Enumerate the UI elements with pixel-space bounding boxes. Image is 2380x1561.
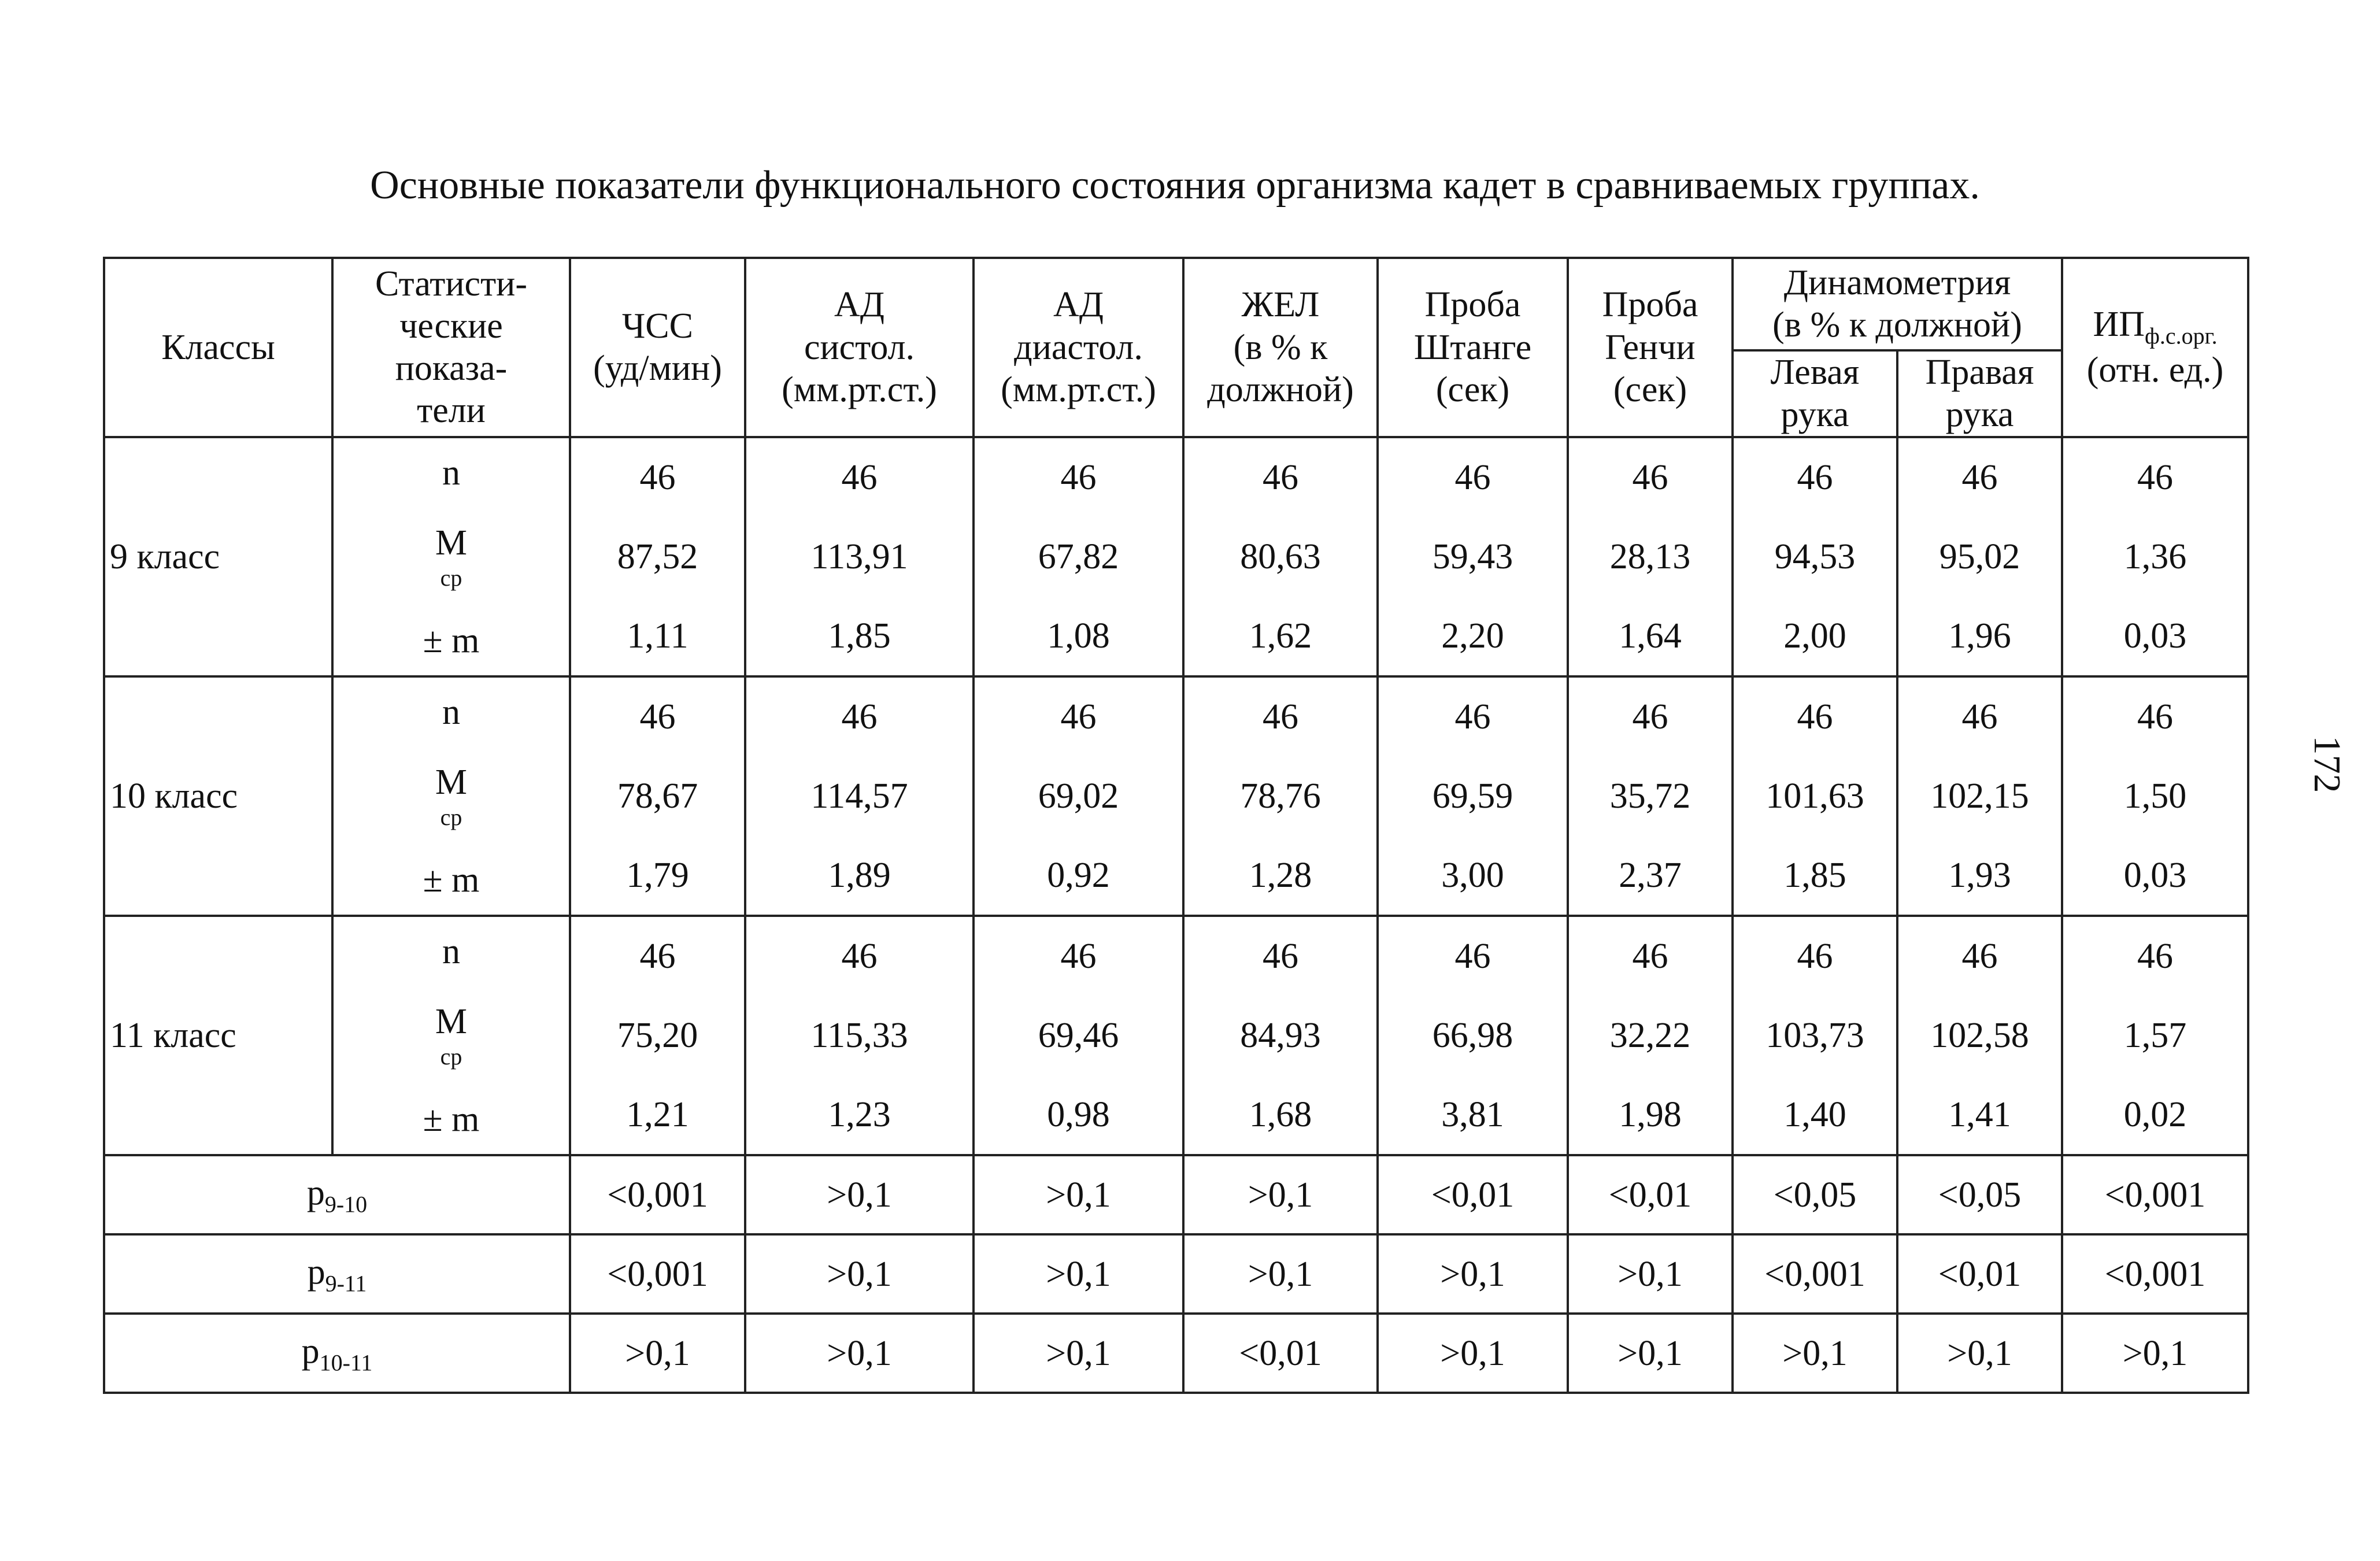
value-cell bbox=[1733, 916, 1897, 1155]
p-label bbox=[104, 1155, 570, 1234]
header-ad-diastolic-line: диастол. bbox=[1014, 327, 1143, 367]
header-ip-sub: ф.с.орг. bbox=[2145, 323, 2218, 349]
header-ad-diastolic-line: АД bbox=[1053, 285, 1104, 325]
value-m: 59,43 bbox=[1432, 537, 1513, 577]
value-cell bbox=[745, 676, 974, 916]
header-hss-line: (уд/мин) bbox=[593, 349, 722, 389]
header-left-hand-line: Левая bbox=[1770, 353, 1860, 392]
value-pm: 2,00 bbox=[1783, 616, 1846, 656]
p-value-cell: <0,01 bbox=[1183, 1314, 1378, 1393]
header-shtange-line: (сек) bbox=[1435, 369, 1510, 409]
header-zhel-line: должной) bbox=[1207, 369, 1354, 409]
value-pm: 1,08 bbox=[1047, 616, 1110, 656]
p-label bbox=[104, 1314, 570, 1393]
p-label-main: p bbox=[301, 1331, 320, 1371]
p-value-cell: <0,001 bbox=[1733, 1234, 1897, 1314]
value-n: 46 bbox=[1961, 937, 1998, 976]
value-n: 46 bbox=[2137, 458, 2174, 498]
value-pm: 1,28 bbox=[1249, 855, 1312, 895]
p-value-cell: >0,1 bbox=[1897, 1314, 2062, 1393]
value-n: 46 bbox=[639, 937, 676, 976]
p-value-cell: >0,1 bbox=[974, 1155, 1183, 1234]
header-right-hand bbox=[1897, 350, 2062, 437]
value-m: 1,36 bbox=[2123, 537, 2187, 577]
header-zhel bbox=[1183, 258, 1378, 437]
class-label: 11 класс bbox=[104, 916, 332, 1155]
value-cell bbox=[1733, 676, 1897, 916]
value-pm: 1,62 bbox=[1249, 616, 1312, 656]
header-genchi-line: Проба bbox=[1602, 285, 1698, 325]
p-value-cell: >0,1 bbox=[1378, 1234, 1568, 1314]
value-m: 103,73 bbox=[1765, 1016, 1864, 1056]
value-n: 46 bbox=[1797, 458, 1833, 498]
value-m: 115,33 bbox=[810, 1016, 908, 1056]
header-left-hand bbox=[1733, 350, 1897, 437]
value-pm: 0,98 bbox=[1047, 1094, 1110, 1134]
value-cell bbox=[974, 437, 1183, 676]
value-n: 46 bbox=[2137, 697, 2174, 737]
stat-label-m-sub: ср bbox=[440, 565, 462, 591]
value-m: 102,58 bbox=[1930, 1016, 2029, 1056]
value-m: 78,76 bbox=[1240, 776, 1321, 816]
stat-label-m-main: M bbox=[435, 1002, 468, 1042]
value-n: 46 bbox=[1632, 697, 1668, 737]
value-m: 84,93 bbox=[1240, 1016, 1321, 1056]
value-m: 113,91 bbox=[810, 537, 908, 577]
value-n: 46 bbox=[1060, 937, 1097, 976]
stat-label-n: n bbox=[442, 932, 460, 972]
value-n: 46 bbox=[1060, 458, 1097, 498]
p-value-row bbox=[104, 1234, 2248, 1314]
header-shtange-line: Штанге bbox=[1413, 327, 1532, 367]
header-ip-main: ИП bbox=[2093, 304, 2145, 344]
stat-label-n: n bbox=[442, 453, 460, 493]
value-n: 46 bbox=[841, 937, 878, 976]
value-m: 69,02 bbox=[1038, 776, 1119, 816]
value-n: 46 bbox=[1961, 697, 1998, 737]
value-cell bbox=[1897, 437, 2062, 676]
value-cell bbox=[1183, 437, 1378, 676]
header-stat-line: Статисти- bbox=[375, 264, 527, 304]
value-cell bbox=[1183, 676, 1378, 916]
value-n: 46 bbox=[1454, 458, 1491, 498]
value-pm: 1,96 bbox=[1948, 616, 2011, 656]
p-value-cell: >0,1 bbox=[1568, 1314, 1733, 1393]
header-dynamometry-line: (в % к должной) bbox=[1772, 305, 2022, 345]
p-value-cell: <0,05 bbox=[1733, 1155, 1897, 1234]
header-row-1 bbox=[104, 258, 2248, 350]
value-cell bbox=[1378, 437, 1568, 676]
stat-label-m bbox=[334, 521, 569, 592]
value-cell bbox=[1183, 916, 1378, 1155]
value-cell bbox=[974, 676, 1183, 916]
header-classes: Классы bbox=[104, 258, 332, 437]
value-pm: 1,85 bbox=[1783, 855, 1846, 895]
stat-label-pm: ± m bbox=[423, 1099, 480, 1139]
value-pm: 1,68 bbox=[1249, 1094, 1312, 1134]
p-value-cell: >0,1 bbox=[2062, 1314, 2248, 1393]
value-n: 46 bbox=[1797, 697, 1833, 737]
header-stat bbox=[332, 258, 570, 437]
value-m: 1,57 bbox=[2123, 1016, 2187, 1056]
p-value-cell: >0,1 bbox=[974, 1234, 1183, 1314]
value-n: 46 bbox=[1263, 937, 1298, 976]
p-value-cell: >0,1 bbox=[570, 1314, 745, 1393]
value-pm: 1,11 bbox=[627, 616, 689, 656]
value-n: 46 bbox=[1454, 697, 1491, 737]
header-genchi bbox=[1568, 258, 1733, 437]
p-value-cell: >0,1 bbox=[1183, 1234, 1378, 1314]
value-cell bbox=[974, 916, 1183, 1155]
stat-label-m-main: M bbox=[435, 523, 468, 563]
header-right-hand-line: Правая bbox=[1925, 353, 2034, 392]
value-n: 46 bbox=[841, 697, 878, 737]
value-m: 66,98 bbox=[1432, 1016, 1513, 1056]
p-value-cell: <0,001 bbox=[570, 1155, 745, 1234]
stat-label-m bbox=[334, 761, 569, 831]
header-genchi-line: (сек) bbox=[1613, 369, 1687, 409]
p-label bbox=[104, 1234, 570, 1314]
value-m: 67,82 bbox=[1038, 537, 1119, 577]
header-ad-systolic bbox=[745, 258, 974, 437]
p-value-cell: >0,1 bbox=[1733, 1314, 1897, 1393]
value-pm: 1,64 bbox=[1619, 616, 1682, 656]
value-cell bbox=[1378, 676, 1568, 916]
value-pm: 0,03 bbox=[2123, 616, 2187, 656]
value-pm: 1,40 bbox=[1783, 1094, 1846, 1134]
p-value-cell: >0,1 bbox=[745, 1314, 974, 1393]
value-pm: 1,41 bbox=[1948, 1094, 2011, 1134]
value-cell bbox=[1733, 437, 1897, 676]
value-n: 46 bbox=[1961, 458, 1998, 498]
stat-label-m-sub: ср bbox=[440, 1044, 462, 1070]
p-label-main: p bbox=[306, 1173, 325, 1213]
p-value-row bbox=[104, 1314, 2248, 1393]
header-ad-systolic-line: систол. bbox=[804, 327, 915, 367]
stat-label-m-sub: ср bbox=[440, 804, 462, 831]
value-m: 95,02 bbox=[1939, 537, 2020, 577]
p-value-cell: <0,001 bbox=[2062, 1155, 2248, 1234]
p-value-row bbox=[104, 1155, 2248, 1234]
p-value-cell: <0,01 bbox=[1568, 1155, 1733, 1234]
stat-labels-cell bbox=[332, 676, 570, 916]
value-cell bbox=[1568, 437, 1733, 676]
stat-label-n: n bbox=[442, 693, 460, 733]
indicators-table bbox=[103, 257, 2249, 1394]
data-body bbox=[104, 437, 2248, 1155]
value-m: 87,52 bbox=[617, 537, 698, 577]
p-value-cell: >0,1 bbox=[1378, 1314, 1568, 1393]
p-value-cell: >0,1 bbox=[1183, 1155, 1378, 1234]
p-label-sub: 10-11 bbox=[319, 1349, 373, 1376]
header-zhel-line: (в % к bbox=[1233, 327, 1328, 367]
value-pm: 0,03 bbox=[2123, 855, 2187, 895]
stat-label-pm: ± m bbox=[423, 620, 480, 660]
value-pm: 3,81 bbox=[1441, 1094, 1504, 1134]
value-cell bbox=[570, 676, 745, 916]
header-hss-line: ЧСС bbox=[621, 306, 693, 346]
value-m: 28,13 bbox=[1609, 537, 1691, 577]
value-n: 46 bbox=[1797, 937, 1833, 976]
header-ip-unit: (отн. ед.) bbox=[2086, 350, 2224, 390]
p-value-cell: >0,1 bbox=[974, 1314, 1183, 1393]
class-row bbox=[104, 437, 2248, 676]
value-n: 46 bbox=[639, 697, 676, 737]
value-pm: 1,23 bbox=[828, 1094, 891, 1134]
value-cell bbox=[570, 916, 745, 1155]
value-cell bbox=[570, 437, 745, 676]
p-value-cell: >0,1 bbox=[1568, 1234, 1733, 1314]
value-cell bbox=[2062, 437, 2248, 676]
value-cell bbox=[1568, 676, 1733, 916]
p-value-cell: <0,01 bbox=[1897, 1234, 2062, 1314]
stat-label-pm: ± m bbox=[423, 860, 480, 900]
value-m: 94,53 bbox=[1774, 537, 1856, 577]
p-value-cell: >0,1 bbox=[745, 1155, 974, 1234]
value-cell bbox=[1568, 916, 1733, 1155]
header-stat-line: тели bbox=[417, 391, 486, 431]
value-m: 69,46 bbox=[1038, 1016, 1119, 1056]
value-pm: 2,20 bbox=[1441, 616, 1504, 656]
stat-labels-cell bbox=[332, 437, 570, 676]
header-left-hand-line: рука bbox=[1781, 395, 1849, 435]
value-m: 69,59 bbox=[1432, 776, 1513, 816]
p-body bbox=[104, 1155, 2248, 1393]
header-stat-line: показа- bbox=[395, 349, 508, 389]
value-pm: 1,21 bbox=[626, 1094, 689, 1134]
stat-label-m-main: M bbox=[435, 763, 468, 802]
header-ad-systolic-line: АД bbox=[834, 285, 885, 325]
value-n: 46 bbox=[1060, 697, 1097, 737]
header-ip bbox=[2062, 258, 2248, 437]
value-cell bbox=[1897, 676, 2062, 916]
value-m: 80,63 bbox=[1240, 537, 1321, 577]
value-m: 102,15 bbox=[1930, 776, 2029, 816]
header-hss bbox=[570, 258, 745, 437]
value-m: 1,50 bbox=[2123, 776, 2187, 816]
p-label-sub: 9-11 bbox=[325, 1270, 367, 1297]
value-n: 46 bbox=[1454, 937, 1491, 976]
class-row bbox=[104, 916, 2248, 1155]
value-m: 32,22 bbox=[1609, 1016, 1691, 1056]
class-label: 9 класс bbox=[104, 437, 332, 676]
header-dynamometry-line: Динамометрия bbox=[1783, 262, 2011, 302]
header-right-hand-line: рука bbox=[1945, 395, 2014, 435]
value-pm: 3,00 bbox=[1441, 855, 1504, 895]
stat-labels-cell bbox=[332, 916, 570, 1155]
value-m: 35,72 bbox=[1609, 776, 1691, 816]
header-dynamometry bbox=[1733, 258, 2062, 350]
p-value-cell: >0,1 bbox=[745, 1234, 974, 1314]
class-label: 10 класс bbox=[104, 676, 332, 916]
value-n: 46 bbox=[841, 458, 878, 498]
value-pm: 2,37 bbox=[1619, 855, 1682, 895]
header-stat-line: ческие bbox=[399, 306, 503, 346]
p-value-cell: <0,001 bbox=[570, 1234, 745, 1314]
value-m: 101,63 bbox=[1765, 776, 1864, 816]
value-n: 46 bbox=[1632, 458, 1668, 498]
value-m: 114,57 bbox=[810, 776, 908, 816]
value-pm: 1,89 bbox=[828, 855, 891, 895]
class-row bbox=[104, 676, 2248, 916]
value-cell bbox=[1897, 916, 2062, 1155]
p-value-cell: <0,01 bbox=[1378, 1155, 1568, 1234]
value-cell bbox=[2062, 676, 2248, 916]
value-m: 78,67 bbox=[617, 776, 698, 816]
stat-label-m bbox=[334, 1000, 569, 1071]
value-pm: 1,93 bbox=[1948, 855, 2011, 895]
header-genchi-line: Генчи bbox=[1605, 327, 1696, 367]
p-label-main: p bbox=[307, 1252, 325, 1292]
value-n: 46 bbox=[639, 458, 676, 498]
value-n: 46 bbox=[2137, 937, 2174, 976]
header-ad-diastolic bbox=[974, 258, 1183, 437]
value-cell bbox=[1378, 916, 1568, 1155]
value-pm: 1,79 bbox=[626, 855, 689, 895]
page-number: 172 bbox=[2306, 735, 2348, 793]
value-pm: 0,02 bbox=[2123, 1094, 2187, 1134]
value-n: 46 bbox=[1632, 937, 1668, 976]
header-shtange bbox=[1378, 258, 1568, 437]
value-cell bbox=[2062, 916, 2248, 1155]
page-title: Основные показатели функционального состояния организма кадет в сравниваемых группах. bbox=[370, 163, 1980, 208]
p-value-cell: <0,001 bbox=[2062, 1234, 2248, 1314]
header-ad-diastolic-line: (мм.рт.ст.) bbox=[1001, 369, 1156, 409]
p-label-sub: 9-10 bbox=[324, 1191, 368, 1218]
header-ip-line bbox=[2063, 304, 2247, 350]
value-cell bbox=[745, 437, 974, 676]
value-cell bbox=[745, 916, 974, 1155]
value-pm: 0,92 bbox=[1047, 855, 1110, 895]
value-pm: 1,85 bbox=[828, 616, 891, 656]
value-n: 46 bbox=[1263, 458, 1298, 498]
value-m: 75,20 bbox=[617, 1016, 698, 1056]
value-n: 46 bbox=[1263, 697, 1298, 737]
header-ad-systolic-line: (мм.рт.ст.) bbox=[782, 369, 937, 409]
value-pm: 1,98 bbox=[1619, 1094, 1682, 1134]
header-shtange-line: Проба bbox=[1424, 285, 1521, 325]
header-zhel-line: ЖЕЛ bbox=[1241, 285, 1320, 325]
p-value-cell: <0,05 bbox=[1897, 1155, 2062, 1234]
